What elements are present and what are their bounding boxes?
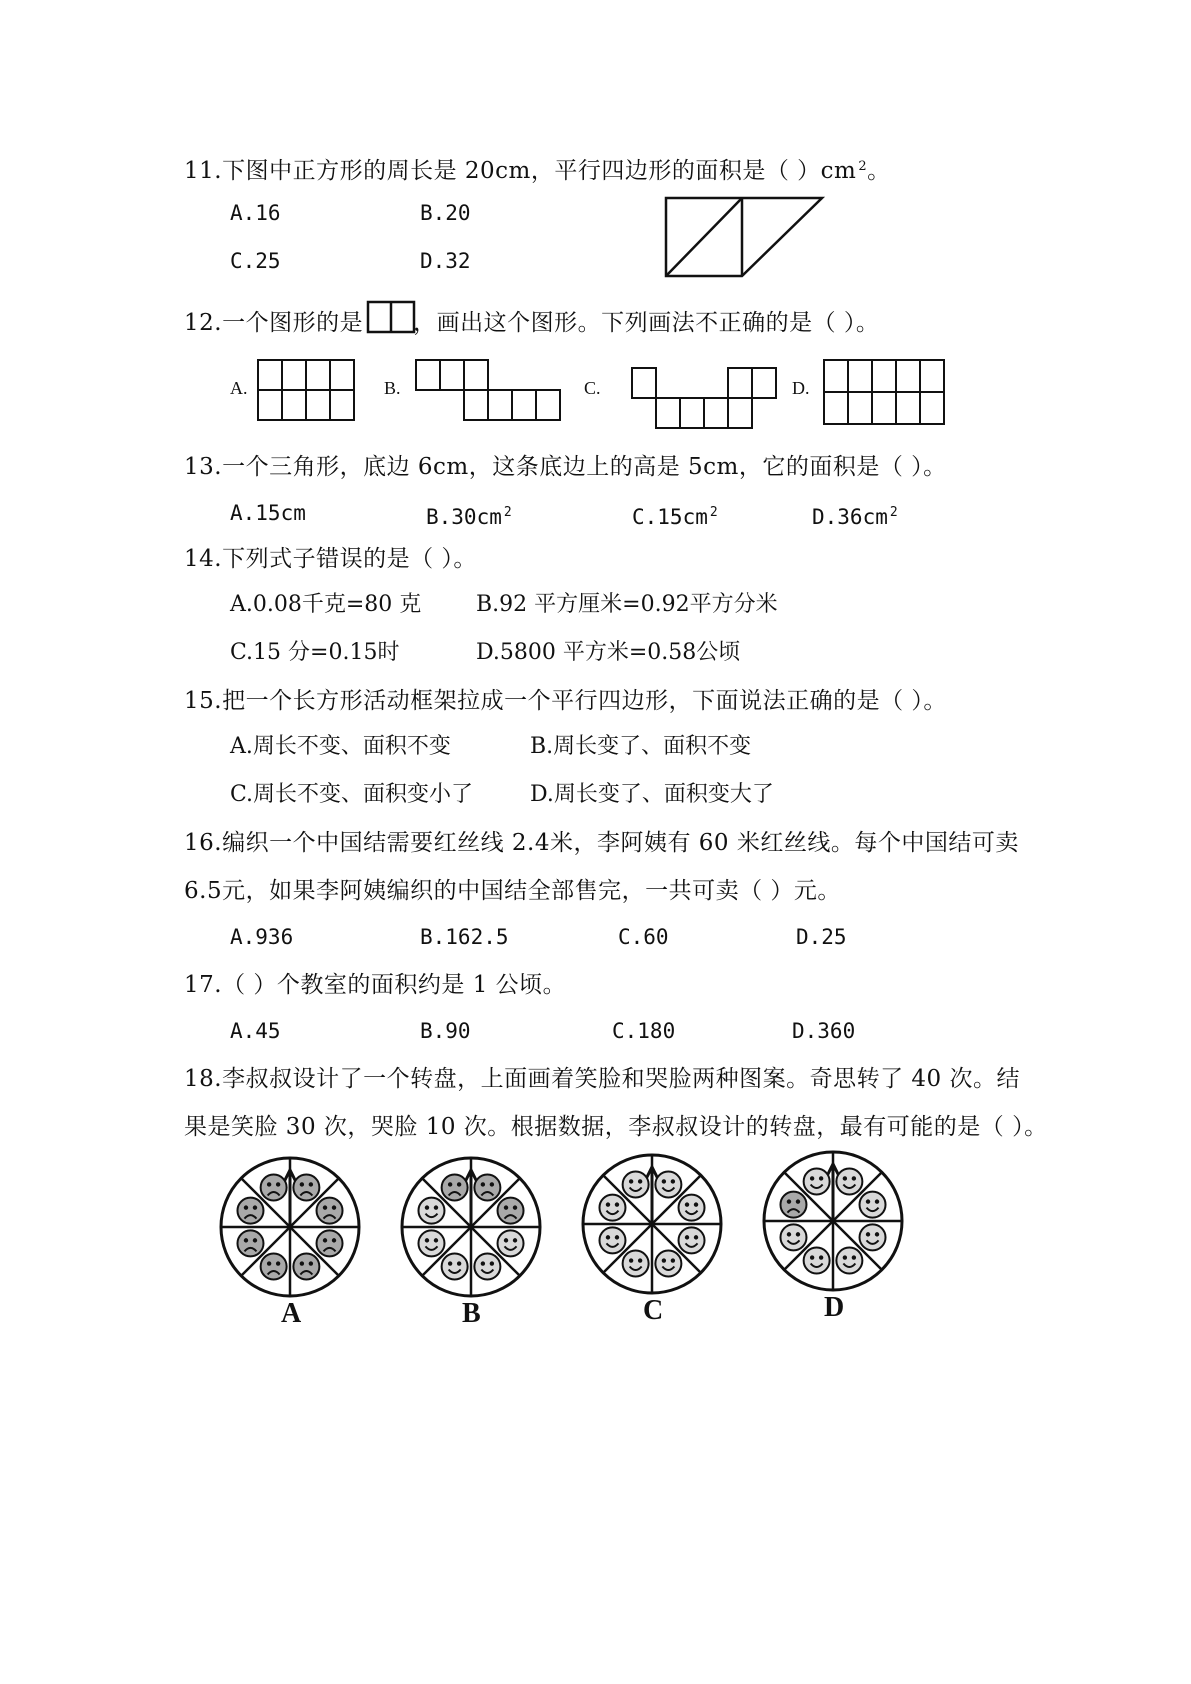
arrow-pointer-icon — [284, 1170, 296, 1227]
question-12-stem — [184, 308, 879, 338]
smiley-face-icon — [679, 1195, 705, 1221]
spinner-label-d: D — [824, 1292, 845, 1323]
q11-option-a[interactable]: A.16 — [230, 201, 281, 225]
smiley-face-icon — [780, 1224, 806, 1250]
question-16-stem-line2: 6.5元，如果李阿姨编织的中国结全部售完，一共可卖（ ）元。 — [184, 878, 841, 904]
crying-face-icon — [317, 1230, 343, 1256]
question-18-stem-line1: 18.李叔叔设计了一个转盘，上面画着笑脸和哭脸两种图案。奇思转了 40 次。结 — [184, 1066, 1020, 1092]
spinner-b[interactable] — [398, 1154, 544, 1300]
q17-option-b[interactable]: B.90 — [420, 1019, 471, 1043]
spinner-label-c: C — [643, 1295, 664, 1326]
q13-option-d-text: D.36cm — [812, 505, 888, 529]
q16-option-b[interactable]: B.162.5 — [420, 925, 509, 949]
crying-face-icon — [237, 1198, 263, 1224]
q12-grid-b[interactable] — [414, 358, 564, 428]
smiley-face-icon — [836, 1248, 862, 1274]
smiley-face-icon — [442, 1254, 468, 1280]
two-square-icon — [366, 300, 418, 334]
smiley-face-icon — [418, 1230, 444, 1256]
q14-option-a[interactable]: A.0.08千克=80 克 — [230, 592, 422, 617]
q11-option-c[interactable]: C.25 — [230, 249, 281, 273]
smiley-face-icon — [623, 1251, 649, 1277]
smiley-face-icon — [679, 1227, 705, 1253]
smiley-face-icon — [860, 1224, 886, 1250]
spinner-label-b: B — [462, 1298, 481, 1329]
q15-option-d[interactable]: D.周长变了、面积变大了 — [530, 782, 774, 807]
smiley-face-icon — [599, 1227, 625, 1253]
q14-option-c[interactable]: C.15 分=0.15时 — [230, 640, 400, 665]
q13-option-b[interactable] — [426, 498, 512, 532]
q13-option-c[interactable] — [632, 498, 718, 532]
q13-option-c-text: C.15cm — [632, 505, 708, 529]
superscript-2: 2 — [858, 159, 868, 174]
question-18-stem-line2: 果是笑脸 30 次，哭脸 10 次。根据数据，李叔叔设计的转盘，最有可能的是（ ）。 — [184, 1114, 1048, 1140]
q16-option-d[interactable]: D.25 — [796, 925, 847, 949]
question-11-end: 。 — [867, 158, 891, 184]
q13-option-b-text: B.30cm — [426, 505, 502, 529]
q13-option-a[interactable]: A.15cm — [230, 501, 306, 525]
q13-option-d[interactable] — [812, 498, 898, 532]
smiley-face-icon — [655, 1251, 681, 1277]
crying-face-icon — [293, 1174, 319, 1200]
question-12-text-after: ，画出这个图形。下列画法不正确的是（ ）。 — [413, 310, 880, 336]
crying-face-icon — [780, 1192, 806, 1218]
spinner-a[interactable] — [217, 1154, 363, 1300]
q14-option-b[interactable]: B.92 平方厘米=0.92平方分米 — [476, 592, 778, 617]
q15-option-c[interactable]: C.周长不变、面积变小了 — [230, 782, 474, 807]
q16-option-c[interactable]: C.60 — [618, 925, 669, 949]
arrow-pointer-icon — [465, 1170, 477, 1227]
question-15-stem: 15.把一个长方形活动框架拉成一个平行四边形，下面说法正确的是（ ）。 — [184, 688, 947, 714]
question-11-text: 11.下图中正方形的周长是 20cm，平行四边形的面积是（ ）cm — [184, 158, 857, 184]
spinner-label-a: A — [281, 1298, 302, 1329]
square-parallelogram-figure — [660, 196, 830, 278]
crying-face-icon — [474, 1174, 500, 1200]
q12-label-c: C. — [584, 378, 601, 398]
q11-option-d[interactable]: D.32 — [420, 249, 471, 273]
smiley-face-icon — [418, 1198, 444, 1224]
smiley-face-icon — [599, 1195, 625, 1221]
q12-grid-a[interactable] — [256, 358, 356, 422]
q17-option-c[interactable]: C.180 — [612, 1019, 676, 1043]
crying-face-icon — [261, 1254, 287, 1280]
q12-label-a: A. — [230, 378, 248, 398]
q16-option-a[interactable]: A.936 — [230, 925, 294, 949]
q12-label-b: B. — [384, 378, 401, 398]
q14-option-d[interactable]: D.5800 平方米=0.58公顷 — [476, 640, 741, 665]
question-16-stem-line1: 16.编织一个中国结需要红丝线 2.4米，李阿姨有 60 米红丝线。每个中国结可卖 — [184, 830, 1019, 856]
spinner-c[interactable] — [579, 1151, 725, 1297]
question-13-stem: 13.一个三角形，底边 6cm，这条底边上的高是 5cm，它的面积是（ ）。 — [184, 454, 947, 480]
crying-face-icon — [237, 1230, 263, 1256]
smiley-face-icon — [474, 1254, 500, 1280]
q17-option-d[interactable]: D.360 — [792, 1019, 856, 1043]
crying-face-icon — [293, 1254, 319, 1280]
smiley-face-icon — [860, 1192, 886, 1218]
crying-face-icon — [442, 1174, 468, 1200]
smiley-face-icon — [836, 1168, 862, 1194]
crying-face-icon — [261, 1174, 287, 1200]
superscript-2: 2 — [889, 505, 898, 520]
crying-face-icon — [498, 1198, 524, 1224]
crying-face-icon — [317, 1198, 343, 1224]
smiley-face-icon — [498, 1230, 524, 1256]
q17-option-a[interactable]: A.45 — [230, 1019, 281, 1043]
q12-grid-d[interactable] — [822, 358, 948, 428]
question-12-text-before: 12.一个图形的是 — [184, 310, 364, 336]
smiley-face-icon — [804, 1168, 830, 1194]
spinner-d[interactable] — [760, 1148, 906, 1294]
question-14-stem: 14.下列式子错误的是（ ）。 — [184, 546, 477, 572]
arrow-pointer-icon — [646, 1167, 658, 1224]
smiley-face-icon — [655, 1171, 681, 1197]
arrow-pointer-icon — [827, 1164, 839, 1221]
q12-label-d: D. — [792, 378, 810, 398]
question-17-stem: 17.（ ）个教室的面积约是 1 公顷。 — [184, 972, 567, 998]
superscript-2: 2 — [503, 505, 512, 520]
smiley-face-icon — [804, 1248, 830, 1274]
q11-option-b[interactable]: B.20 — [420, 201, 471, 225]
q15-option-a[interactable]: A.周长不变、面积不变 — [230, 734, 451, 759]
q12-grid-c[interactable] — [630, 366, 782, 436]
superscript-2: 2 — [709, 505, 718, 520]
q15-option-b[interactable]: B.周长变了、面积不变 — [530, 734, 752, 759]
question-11-stem — [184, 152, 891, 186]
smiley-face-icon — [623, 1171, 649, 1197]
